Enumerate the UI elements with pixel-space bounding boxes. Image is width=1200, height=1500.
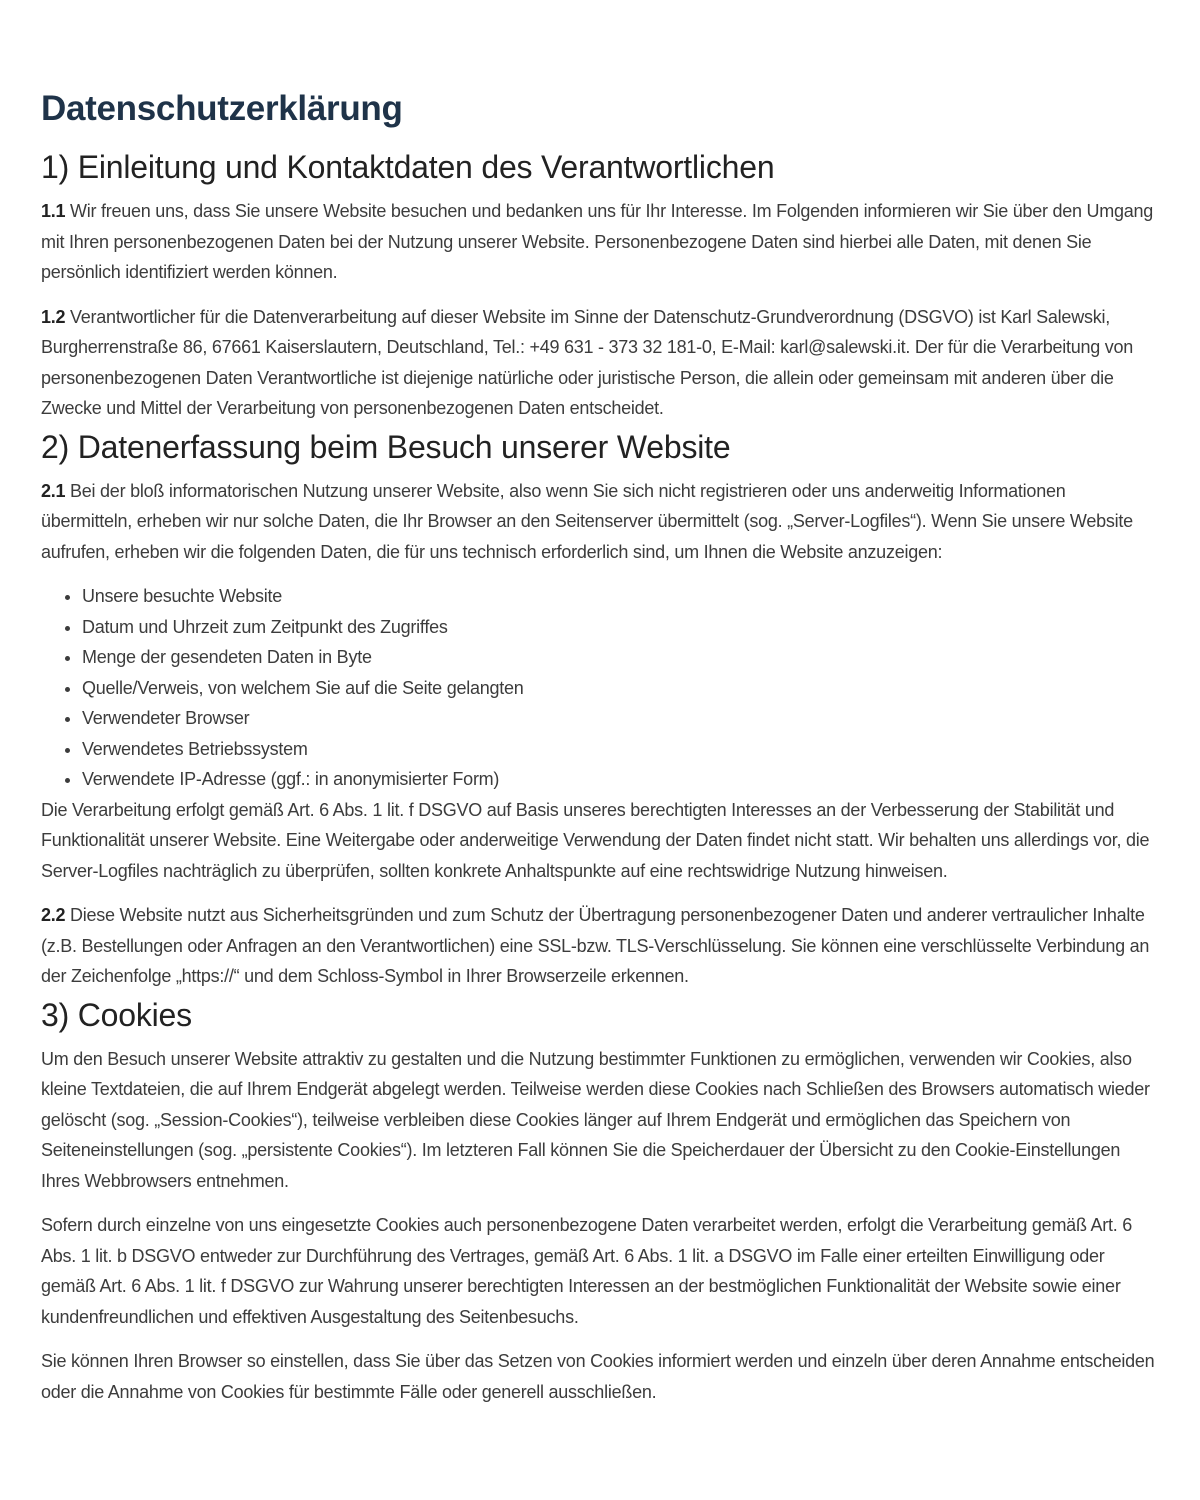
section-introduction <box>41 146 1160 424</box>
paragraph-text: Bei der bloß informatorischen Nutzung unserer Website, also wenn Sie sich nicht registrieren oder uns anderweitig Informationen übermitteln, erheben wir nur solche Daten, die Ihr Browser an den Seitenserver übermittelt (sog. „Server-Logfiles“). Wenn Sie unsere Website aufrufen, erheben wir die folgenden Daten, die für uns technisch erforderlich sind, um Ihnen die Website anzuzeigen: <box>41 480 1133 562</box>
paragraph-1-1 <box>41 196 1160 288</box>
list-item: • Verwendeter Browser <box>82 703 1160 734</box>
paragraph-cookies-browser-settings: Sie können Ihren Browser so einstellen, dass Sie über das Setzen von Cookies informiert werden und einzeln über deren Annahme entscheiden oder die Annahme von Cookies für bestimmte Fälle oder generell ausschließen. <box>41 1351 1155 1402</box>
paragraph-2-2 <box>41 900 1160 992</box>
paragraph-number: 1.2 <box>41 306 66 327</box>
list-item: • Quelle/Verweis, von welchem Sie auf die Seite gelangten <box>82 673 1160 704</box>
paragraph-cookies-intro: Um den Besuch unserer Website attraktiv zu gestalten und die Nutzung bestimmter Funktionen zu ermöglichen, verwenden wir Cookies, also kleine Textdateien, die auf Ihrem Endgerät abgelegt werden. Teilweise werden diese Cookies nach Schließen des Browsers automatisch wieder gelöscht (sog. „Session-Cookies“), teilweise verbleiben diese Cookies länger auf Ihrem Endgerät und ermöglichen das Speichern von Seiteneinstellungen (sog. „persistente Cookies“). Im letzteren Fall können Sie die Speicherdauer der Übersicht zu den Cookie-Einstellungen Ihres Webbrowsers entnehmen. <box>41 1048 1150 1191</box>
list-item: • Verwendete IP-Adresse (ggf.: in anonymisierter Form) <box>82 764 1160 795</box>
collected-data-list <box>41 581 1160 795</box>
paragraph-number: 1.1 <box>41 201 66 221</box>
section-heading: 2) Datenerfassung beim Besuch unserer Website <box>41 428 731 465</box>
paragraph-2-1 <box>41 476 1160 568</box>
list-item: • Verwendetes Betriebssystem <box>82 734 1160 765</box>
list-item: • Datum und Uhrzeit zum Zeitpunkt des Zugriffes <box>82 612 1160 643</box>
list-item: • Unsere besuchte Website <box>82 581 1160 612</box>
section-heading: 3) Cookies <box>41 996 192 1033</box>
page-title: Datenschutzerklärung <box>41 89 403 128</box>
section-cookies <box>41 994 1160 1408</box>
paragraph-legal-basis: Die Verarbeitung erfolgt gemäß Art. 6 Abs. 1 lit. f DSGVO auf Basis unseres berechtigten Interesses an der Verbesserung der Stabilität und Funktionalität unserer Website. Eine Weitergabe oder anderweitige Verwendung der Daten findet nicht statt. Wir behalten uns allerdings vor, die Server-Logfiles nachträglich zu überprüfen, sollten konkrete Anhaltspunkte auf eine rechtswidrige Nutzung hinweisen. <box>41 799 1150 881</box>
section-heading: 1) Einleitung und Kontaktdaten des Verantwortlichen <box>41 149 775 185</box>
paragraph-text: Wir freuen uns, dass Sie unsere Website besuchen und bedanken uns für Ihr Interesse. Im Folgenden informieren wir Sie über den Umgang mit Ihren personenbezogenen Daten bei der Nutzung unserer Website. Personenbezogene Daten sind hierbei alle Daten, mit denen Sie persönlich identifiziert werden können. <box>41 201 1154 282</box>
paragraph-number: 2.1 <box>41 480 66 501</box>
paragraph-number: 2.2 <box>41 905 66 925</box>
paragraph-1-2 <box>41 302 1160 424</box>
paragraph-text: Verantwortlicher für die Datenverarbeitung auf dieser Website im Sinne der Datenschutz-Grundverordnung (DSGVO) ist Karl Salewski, Burgherrenstraße 86, 67661 Kaiserslautern, Deutschland, Tel.: +49 631 - 373 32 181-0, E-Mail: karl@salewski.it. Der für die Verarbeitung von personenbezogenen Daten Verantwortliche ist diejenige natürliche oder juristische Person, die allein oder gemeinsam mit anderen über die Zwecke und Mittel der Verarbeitung von personenbezogenen Daten entscheidet. <box>41 306 1134 418</box>
list-item: • Menge der gesendeten Daten in Byte <box>82 642 1160 673</box>
paragraph-text: Diese Website nutzt aus Sicherheitsgründen und zum Schutz der Übertragung personenbezogener Daten und anderer vertraulicher Inhalte (z.B. Bestellungen oder Anfragen an den Verantwortlichen) eine SSL-bzw. TLS-Verschlüsselung. Sie können eine verschlüsselte Verbindung an der Zeichenfolge „https://“ und dem Schloss-Symbol in Ihrer Browserzeile erkennen. <box>41 905 1150 986</box>
paragraph-cookies-legal-basis: Sofern durch einzelne von uns eingesetzte Cookies auch personenbezogene Daten verarbeitet werden, erfolgt die Verarbeitung gemäß Art. 6 Abs. 1 lit. b DSGVO entweder zur Durchführung des Vertrages, gemäß Art. 6 Abs. 1 lit. a DSGVO im Falle einer erteilten Einwilligung oder gemäß Art. 6 Abs. 1 lit. f DSGVO zur Wahrung unserer berechtigten Interessen an der bestmöglichen Funktionalität der Website sowie einer kundenfreundlichen und effektiven Ausgestaltung des Seitenbesuchs. <box>41 1215 1132 1327</box>
section-data-collection <box>41 426 1160 992</box>
